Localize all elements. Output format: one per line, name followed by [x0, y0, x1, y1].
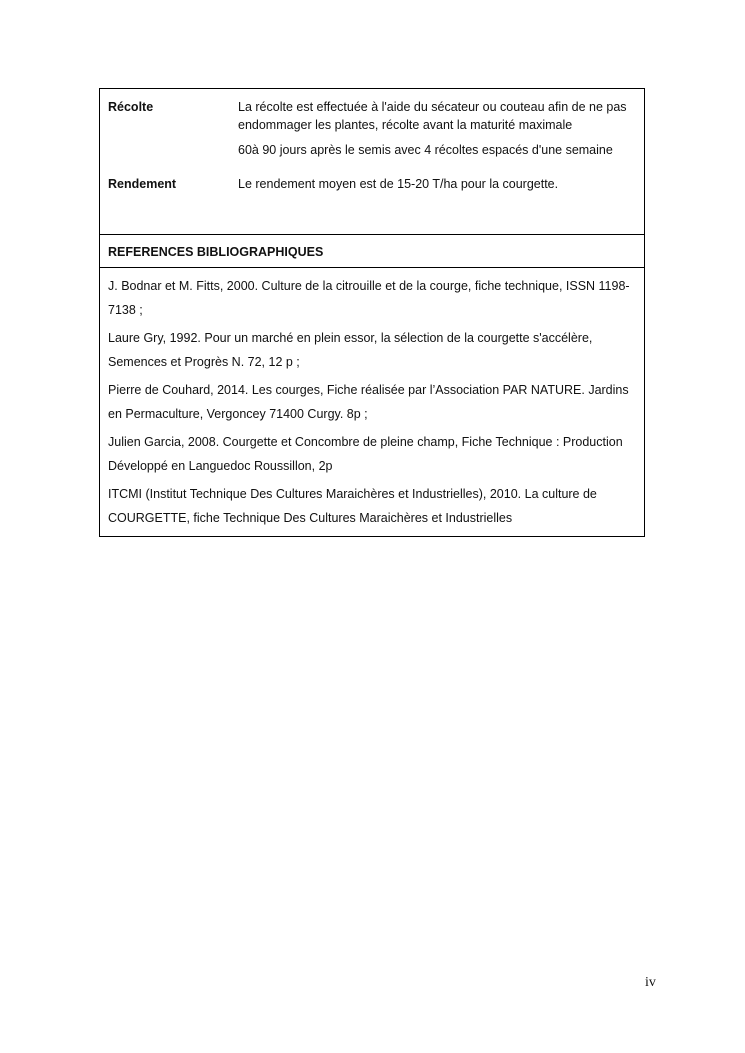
references-header [100, 235, 644, 268]
harvest-label: Récolte [108, 100, 154, 114]
references-list [100, 268, 644, 536]
page-number: iv [645, 975, 656, 990]
harvest-section [100, 89, 644, 235]
reference-item: Julien Garcia, 2008. Courgette et Concombre de pleine champ, Fiche Technique : Production Développé en Languedoc Roussillon, 2p [108, 435, 623, 473]
harvest-duration-text: 60à 90 jours après le semis avec 4 récoltes espacés d'une semaine [238, 143, 613, 157]
yield-label: Rendement [108, 177, 177, 191]
reference-item: Pierre de Couhard, 2014. Les courges, Fiche réalisée par l’Association PAR NATURE. Jardins en Permaculture, Vergoncey 71400 Curgy. 8p ; [108, 383, 629, 421]
reference-item: ITCMI (Institut Technique Des Cultures Maraichères et Industrielles), 2010. La culture de COURGETTE, fiche Technique Des Cultures Maraichères et Industrielles [108, 487, 597, 525]
content-table [99, 88, 645, 537]
yield-text: Le rendement moyen est de 15-20 T/ha pour la courgette. [238, 177, 559, 191]
harvest-text: La récolte est effectuée à l'aide du sécateur ou couteau afin de ne pas endommager les plantes, récolte avant la maturité maximale [238, 100, 627, 132]
reference-item: J. Bodnar et M. Fitts, 2000. Culture de la citrouille et de la courge, fiche technique, ISSN 1198-7138 ; [108, 279, 630, 317]
references-title: REFERENCES BIBLIOGRAPHIQUES [108, 245, 324, 259]
reference-item: Laure Gry, 1992. Pour un marché en plein essor, la sélection de la courgette s'accélère, Semences et Progrès N. 72, 12 p ; [108, 331, 593, 369]
